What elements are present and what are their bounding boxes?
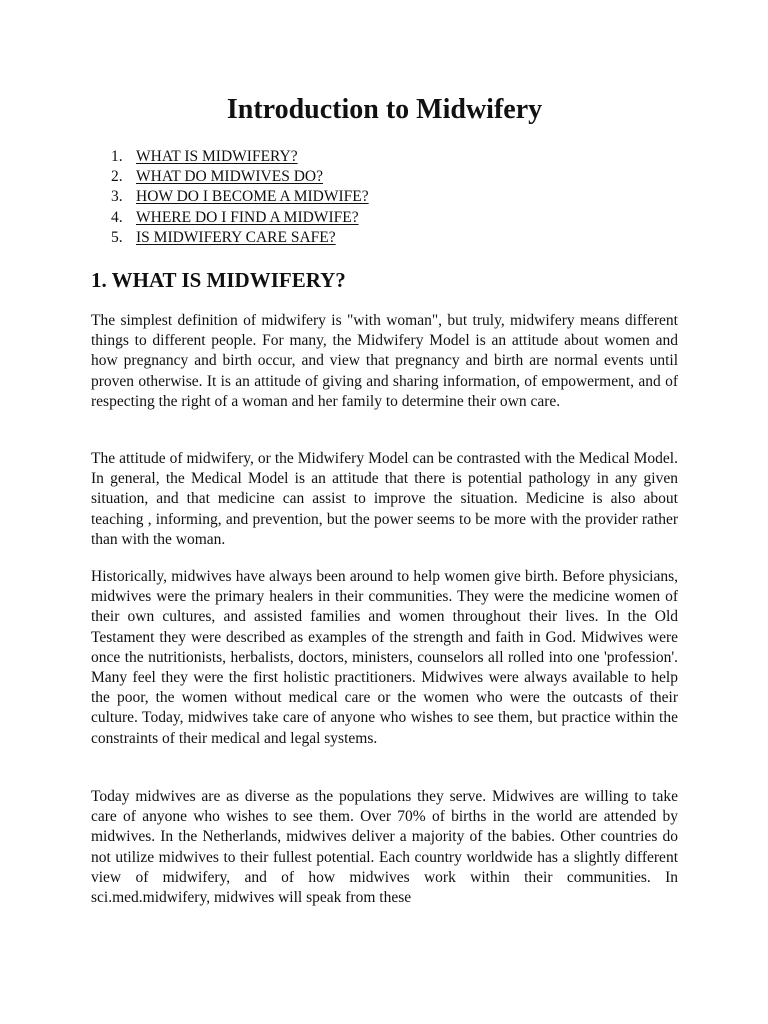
toc-item — [91, 167, 369, 187]
toc-link-what-do-midwives-do[interactable]: WHAT DO MIDWIVES DO? — [136, 168, 323, 186]
toc-item-number: 1. — [111, 148, 123, 165]
toc-item-number: 3. — [111, 188, 123, 206]
toc-item — [91, 147, 369, 167]
toc-link-where-do-i-find-a-midwife[interactable]: WHERE DO I FIND A MIDWIFE? — [136, 208, 359, 226]
toc-link-how-do-i-become-a-midwife[interactable]: HOW DO I BECOME A MIDWIFE? — [136, 188, 369, 206]
toc-item-number: 2. — [111, 168, 123, 186]
body-paragraph: The attitude of midwifery, or the Midwifery Model can be contrasted with the Medical Model. In general, the Medical Model is an attitude that there is potential pathology in any given situation, and that medicine can assist to improve the situation. Medicine is also about teaching , informing, and prevention, but the power seems to be more with the provider rather than with the woman. — [91, 450, 678, 548]
toc-link-is-midwifery-care-safe[interactable]: IS MIDWIFERY CARE SAFE? — [136, 228, 336, 246]
document-title: Introduction to Midwifery — [226, 94, 543, 125]
toc-item-number: 4. — [111, 208, 123, 226]
toc-item — [91, 208, 369, 228]
table-of-contents — [91, 147, 369, 248]
body-paragraph: The simplest definition of midwifery is "with woman", but truly, midwifery means different things to different people. For many, the Midwifery Model is an attitude about women and how pregnancy and birth occur, and view that pregnancy and birth are normal events until proven otherwise. It is an attitude of giving and sharing information, of empowerment, and of respecting the right of a woman and her family to determine their own care. — [91, 312, 678, 410]
toc-item-number: 5. — [111, 228, 123, 246]
body-paragraph: Today midwives are as diverse as the populations they serve. Midwives are willing to take care of anyone who wishes to see them. Over 70% of births in the world are attended by midwives. In the Netherlands, midwives deliver a majority of the babies. Other countries do not utilize midwives to their fullest potential. Each country worldwide has a slightly different view of midwifery, and of how midwives work within their communities. In sci.med.midwifery, midwives will speak from these — [91, 788, 678, 907]
section-heading: 1. WHAT IS MIDWIFERY? — [91, 268, 346, 292]
toc-item — [91, 187, 369, 207]
body-paragraph: Historically, midwives have always been around to help women give birth. Before physicians, midwives were the primary healers in their communities. They were the medicine women of their own cultures, and assisted families and women throughout their lives. In the Old Testament they were described as examples of the strength and faith in God. Midwives were once the nutritionists, herbalists, doctors, ministers, counselors all rolled into one 'profession'. Many feel they were the first holistic practitioners. Midwives were always available to help the poor, the women without medical care or the women who were the outcasts of their culture. Today, midwives take care of anyone who wishes to see them, but practice within the constraints of their medical and legal systems. — [91, 568, 678, 747]
toc-item — [91, 228, 369, 248]
toc-link-what-is-midwifery[interactable]: WHAT IS MIDWIFERY? — [136, 148, 298, 165]
